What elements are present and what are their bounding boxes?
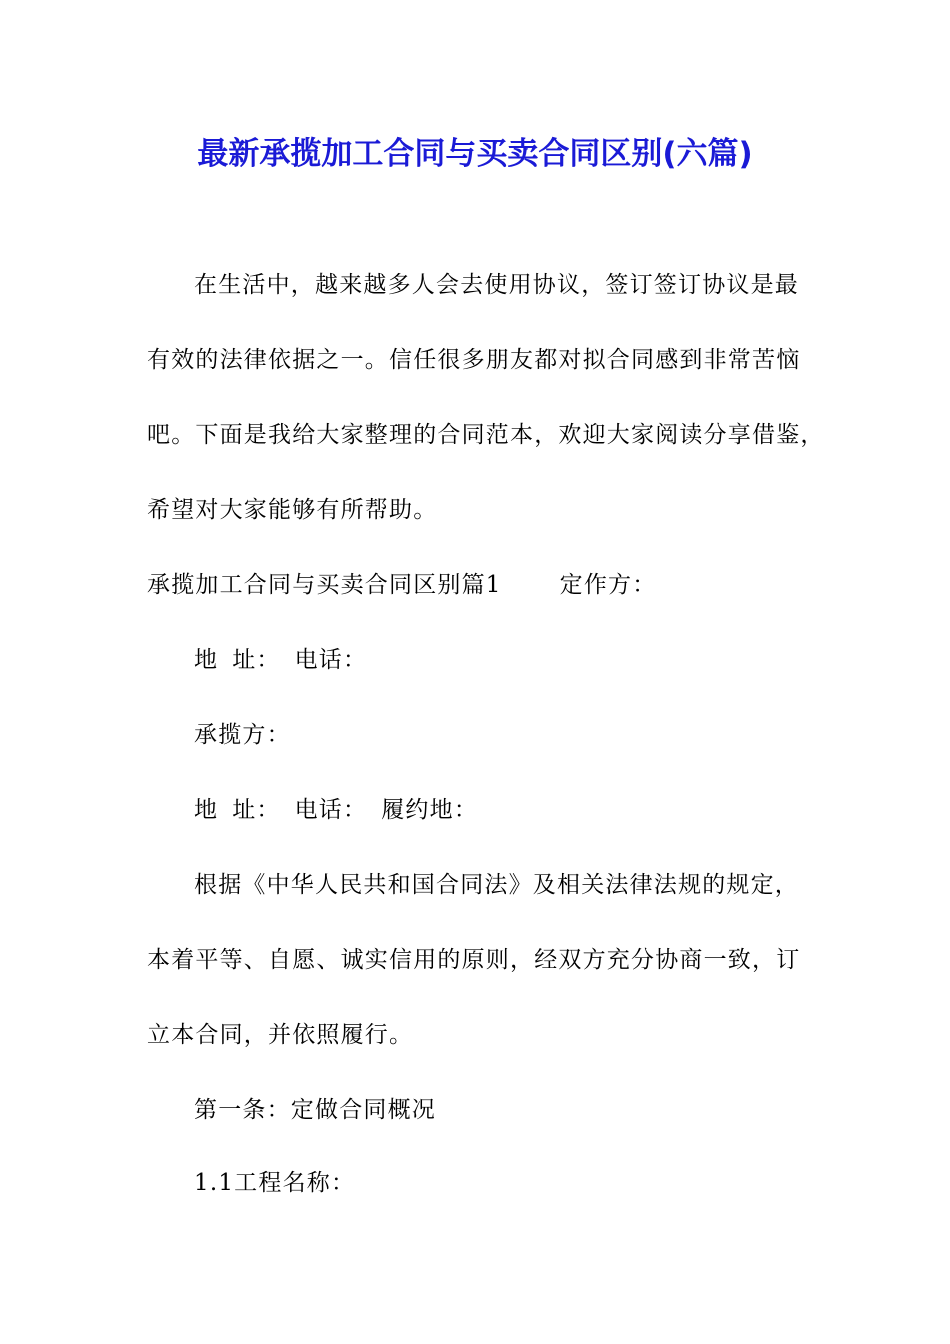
- address-label-char-2: 址：: [232, 647, 281, 673]
- phone-label: 电话：: [294, 797, 368, 823]
- basis-line-2: 本着平等、自愿、诚实信用的原则，经双方充分协商一致，订: [147, 947, 801, 973]
- address-phone-row-1: [194, 645, 367, 675]
- phone-label: 电话：: [294, 647, 368, 673]
- intro-line-3: 吧。下面是我给大家整理的合同范本，欢迎大家阅读分享借鉴，: [147, 422, 825, 448]
- article-1-heading: 第一条：定做合同概况: [194, 1097, 436, 1123]
- intro-line-1: 在生活中，越来越多人会去使用协议，签订签订协议是最: [194, 272, 799, 298]
- item-1-1: 1.1工程名称：: [194, 1170, 356, 1196]
- party-a-label: 定作方：: [559, 572, 657, 598]
- section-heading: 承揽加工合同与买卖合同区别篇1: [147, 572, 502, 598]
- contractor-label: 承揽方：: [194, 722, 291, 748]
- address-phone-row-2: [194, 795, 478, 825]
- basis-line-1: 根据《中华人民共和国合同法》及相关法律法规的规定，: [194, 872, 799, 898]
- venue-label: 履约地：: [381, 797, 479, 823]
- intro-line-2: 有效的法律依据之一。信任很多朋友都对拟合同感到非常苦恼: [147, 347, 801, 373]
- document-title: 最新承揽加工合同与买卖合同区别(六篇): [197, 136, 753, 172]
- intro-line-4: 希望对大家能够有所帮助。: [147, 497, 438, 523]
- section-heading-row: [147, 570, 656, 600]
- address-label-char: 地: [194, 647, 219, 673]
- address-label-char-2: 址：: [232, 797, 281, 823]
- basis-line-3: 立本合同，并依照履行。: [147, 1022, 414, 1048]
- address-label-char: 地: [194, 797, 219, 823]
